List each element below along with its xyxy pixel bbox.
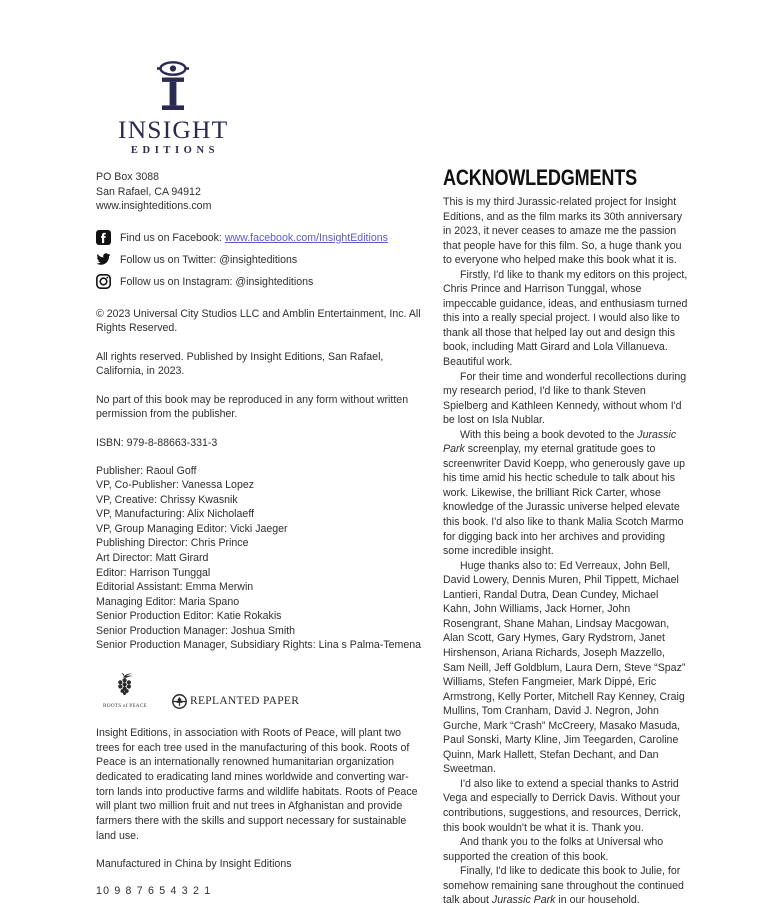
replanted-paper-logo — [172, 694, 299, 709]
printer-key: 10 9 8 7 6 5 4 3 2 1 — [96, 885, 212, 898]
acknowledgment-paragraph: Firstly, I'd like to thank my editors on this project, Chris Prince and Harrison Tunggal, whose impeccable guidance, ideas, and enthusiasm turned this into a really special project. I would also like to thank all those that helped lay out and design this book, including Matt Girard and Lola Villanueva. Beautiful work. — [443, 268, 688, 369]
acknowledgment-paragraph: For their time and wonderful recollections during my research period, I'd like to thank Steven Spielberg and Kathleen Kennedy, without whom I'd be lost on Isla Nublar. — [443, 370, 687, 427]
credit-art-director: Art Director: Matt Girard — [96, 551, 209, 564]
credit-senior-production-editor: Senior Production Editor: Katie Rokakis — [96, 610, 282, 623]
copyright-notice: © 2023 Universal City Studios LLC and Amblin Entertainment, Inc. All Rights Reserved. — [96, 307, 421, 335]
instagram-icon — [96, 274, 111, 289]
acknowledgments-body — [443, 195, 688, 908]
isbn-line: ISBN: 979-8-88663-331-3 — [96, 436, 218, 449]
tree-globe-icon — [172, 694, 187, 709]
credit-senior-production-manager-subsidiary: Senior Production Manager, Subsidiary Rights: Lina s Palma-Temena — [96, 639, 422, 652]
acknowledgment-paragraph: Huge thanks also to: Ed Verreaux, John Bell, David Lowery, Dennis Muren, Phil Tippett, Michael Lantieri, Randal Dutra, Dean Cundey, Michael Kahn, John Williams, Jack Horner, John Rosengrant, Shane Mahan, Lindsay Macgowan, Alan Scott, Gary Hymes, Gary Rydstrom, Janet Hirshenson, Ariana Richards, Joseph Mazzello, Sam Neill, Jeff Goldblum, Laura Dern, Steve “Spaz” Williams, Stefen Fangmeier, Mark Dippé, Eric Armstrong, Kelly Porter, Mitchell Ray Kenney, Craig Mullins, Tom Cranham, David J. Negron, John Gurche, Mark “Crash” McCreery, Masako Masuda, Paul Sonski, Marty Kline, Jim Teegarden, Caroline Quinn, Mark Hallett, Stefan Dechant, and Dan Sweetman. — [443, 559, 686, 776]
credit-managing-editor: Managing Editor: Maria Spano — [96, 595, 240, 608]
facebook-icon — [96, 230, 111, 245]
acknowledgments-heading: ACKNOWLEDGMENTS — [443, 165, 637, 190]
social-row-twitter — [96, 250, 422, 270]
facebook-label — [120, 231, 388, 245]
social-links-list — [96, 228, 422, 292]
roots-of-peace-label: ROOTS of PEACE — [102, 702, 147, 709]
roots-of-peace-logo — [96, 671, 154, 709]
reproduction-notice: No part of this book may be reproduced in any form without written permission from the publisher. — [96, 393, 409, 421]
credits-list — [96, 464, 422, 653]
eco-logos-row — [96, 675, 422, 709]
social-row-instagram — [96, 272, 422, 292]
twitter-icon — [96, 252, 111, 267]
address-website: www.insighteditions.com — [96, 200, 212, 213]
roots-of-peace-statement: Insight Editions, in association with Roots of Peace, will plant two trees for each tree used in the manufacturing of this book. Roots of Peace is an internationally renowned humanitarian organization dedicated to eradicating land mines worldwide and converting war-torn lands into productive farms and wildlife habitats. Roots of Peace will plant two million fruit and nut trees in Afghanistan and provide farmers there with the skills and support necessary for sustainable land use. — [96, 726, 418, 842]
facebook-prefix: Find us on Facebook: — [120, 231, 225, 244]
credit-publisher: Publisher: Raoul Goff — [96, 464, 197, 477]
replanted-paper-label: REPLANTED PAPER — [190, 695, 300, 708]
acknowledgment-paragraph: With this being a book devoted to the Jurassic Park screenplay, my eternal gratitude goes to screenwriter David Koepp, who generously gave up his time amid his hectic schedule to talk about his work. Likewise, the brilliant Rick Carter, whose knowledge of the Jurassic universe helped elevate this book. I'd also like to thank Malia Scotch Marmo for digging back into her archives and providing some incredible insight. — [443, 428, 686, 558]
logo-subwordmark: EDITIONS — [130, 145, 220, 156]
address-line-2: San Rafael, CA 94912 — [96, 185, 201, 198]
acknowledgment-paragraph: Finally, I'd like to dedicate this book to Julie, for somehow remaining sane throughout the continued talk about Jurassic Park in our household. — [443, 865, 684, 907]
credit-editor: Editor: Harrison Tunggal — [96, 566, 211, 579]
credit-vp-creative: VP, Creative: Chrissy Kwasnik — [96, 493, 238, 506]
italic-title: Jurassic Park — [491, 894, 556, 907]
twitter-label: Follow us on Twitter: @insighteditions — [120, 253, 298, 266]
credit-vp-copublisher: VP, Co-Publisher: Vanessa Lopez — [96, 479, 255, 492]
facebook-url-link[interactable]: www.facebook.com/InsightEditions — [224, 231, 388, 244]
acknowledgment-paragraph: This is my third Jurassic-related project for Insight Editions, and as the film marks its 30th anniversary in 2023, it never ceases to amaze me the passion that people have for this film. So, a huge thank you to everyone who helped make this book what it is. — [443, 196, 683, 267]
insight-eye-pillar-icon — [150, 60, 196, 116]
credit-vp-manufacturing: VP, Manufacturing: Alix Nicholaeff — [96, 508, 255, 521]
rights-reserved-notice: All rights reserved. Published by Insight Editions, San Rafael, California, in 2023. — [96, 350, 384, 378]
acknowledgment-paragraph: And thank you to the folks at Universal who supported the creation of this book. — [443, 836, 664, 863]
grape-cluster-icon — [110, 671, 140, 697]
left-column — [96, 60, 422, 897]
insight-editions-logo — [118, 60, 228, 156]
credit-senior-production-manager: Senior Production Manager: Joshua Smith — [96, 624, 296, 637]
manufacturing-line: Manufactured in China by Insight Editions — [96, 857, 292, 870]
right-column — [443, 167, 688, 908]
publisher-address — [96, 170, 422, 214]
logo-wordmark: INSIGHT — [118, 115, 229, 144]
credit-vp-group-managing-editor: VP, Group Managing Editor: Vicki Jaeger — [96, 522, 288, 535]
social-row-facebook — [96, 228, 422, 248]
credit-editorial-assistant: Editorial Assistant: Emma Merwin — [96, 581, 254, 594]
instagram-label: Follow us on Instagram: @insighteditions — [120, 275, 314, 288]
italic-title: Jurassic Park — [443, 428, 677, 456]
acknowledgment-paragraph: I'd also like to extend a special thanks to Astrid Vega and especially to Derrick Davis. Without your contributions, suggestions, and resources, Derrick, this book wouldn't be what it is. Thank you. — [443, 777, 681, 834]
credit-publishing-director: Publishing Director: Chris Prince — [96, 537, 249, 550]
address-line-1: PO Box 3088 — [96, 171, 160, 183]
